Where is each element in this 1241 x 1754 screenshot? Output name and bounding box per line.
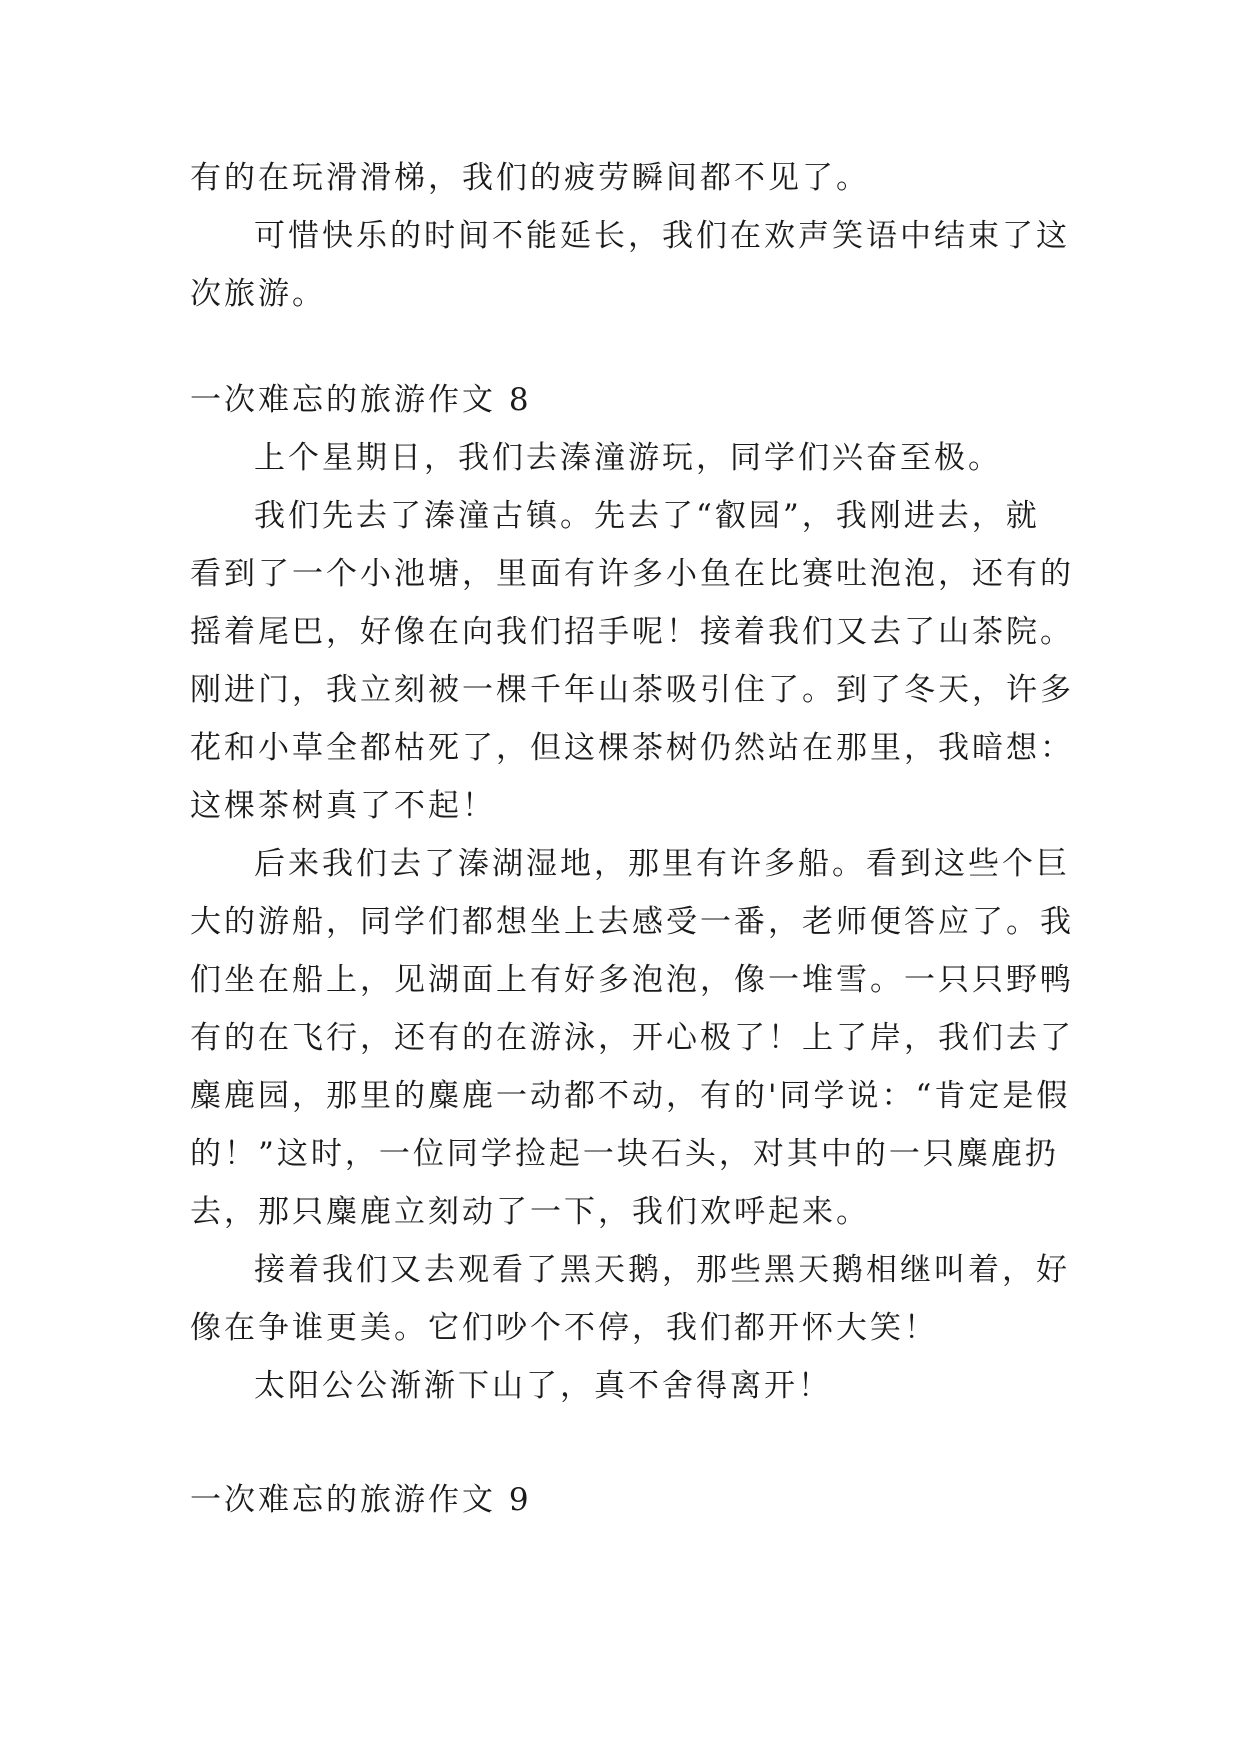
text-line: 的！”这时，一位同学捡起一块石头，对其中的一只麋鹿扔 bbox=[190, 1136, 1059, 1172]
text-line: 有的在玩滑滑梯，我们的疲劳瞬间都不见了。 bbox=[190, 160, 870, 196]
text-line: 麋鹿园，那里的麋鹿一动都不动，有的'同学说：“肯定是假 bbox=[190, 1078, 1071, 1114]
paragraph-first-line: 我们先去了溱潼古镇。先去了“叡园”，我刚进去，就 bbox=[254, 498, 1040, 534]
text-line: 看到了一个小池塘，里面有许多小鱼在比赛吐泡泡，还有的 bbox=[190, 556, 1074, 592]
text-line: 刚进门，我立刻被一棵千年山茶吸引住了。到了冬天，许多 bbox=[190, 672, 1074, 708]
paragraph-first-line: 上个星期日，我们去溱潼游玩，同学们兴奋至极。 bbox=[254, 440, 1002, 476]
text-line: 有的在飞行，还有的在游泳，开心极了！上了岸，我们去了 bbox=[190, 1020, 1074, 1056]
text-line: 大的游船，同学们都想坐上去感受一番，老师便答应了。我 bbox=[190, 904, 1074, 940]
section-heading: 一次难忘的旅游作文 8 bbox=[190, 382, 532, 418]
section-heading: 一次难忘的旅游作文 9 bbox=[190, 1482, 532, 1518]
text-line: 这棵茶树真了不起！ bbox=[190, 788, 496, 824]
text-line: 次旅游。 bbox=[190, 276, 326, 312]
text-line: 花和小草全都枯死了，但这棵茶树仍然站在那里，我暗想： bbox=[190, 730, 1074, 766]
text-line: 像在争谁更美。它们吵个不停，我们都开怀大笑！ bbox=[190, 1310, 938, 1346]
paragraph-first-line: 后来我们去了溱湖湿地，那里有许多船。看到这些个巨 bbox=[254, 846, 1070, 882]
text-line: 们坐在船上，见湖面上有好多泡泡，像一堆雪。一只只野鸭 bbox=[190, 962, 1074, 998]
text-line: 去，那只麋鹿立刻动了一下，我们欢呼起来。 bbox=[190, 1194, 870, 1230]
paragraph-first-line: 太阳公公渐渐下山了，真不舍得离开！ bbox=[254, 1368, 832, 1404]
paragraph-first-line: 可惜快乐的时间不能延长，我们在欢声笑语中结束了这 bbox=[254, 218, 1070, 254]
paragraph-first-line: 接着我们又去观看了黑天鹅，那些黑天鹅相继叫着，好 bbox=[254, 1252, 1070, 1288]
text-line: 摇着尾巴，好像在向我们招手呢！接着我们又去了山茶院。 bbox=[190, 614, 1074, 650]
